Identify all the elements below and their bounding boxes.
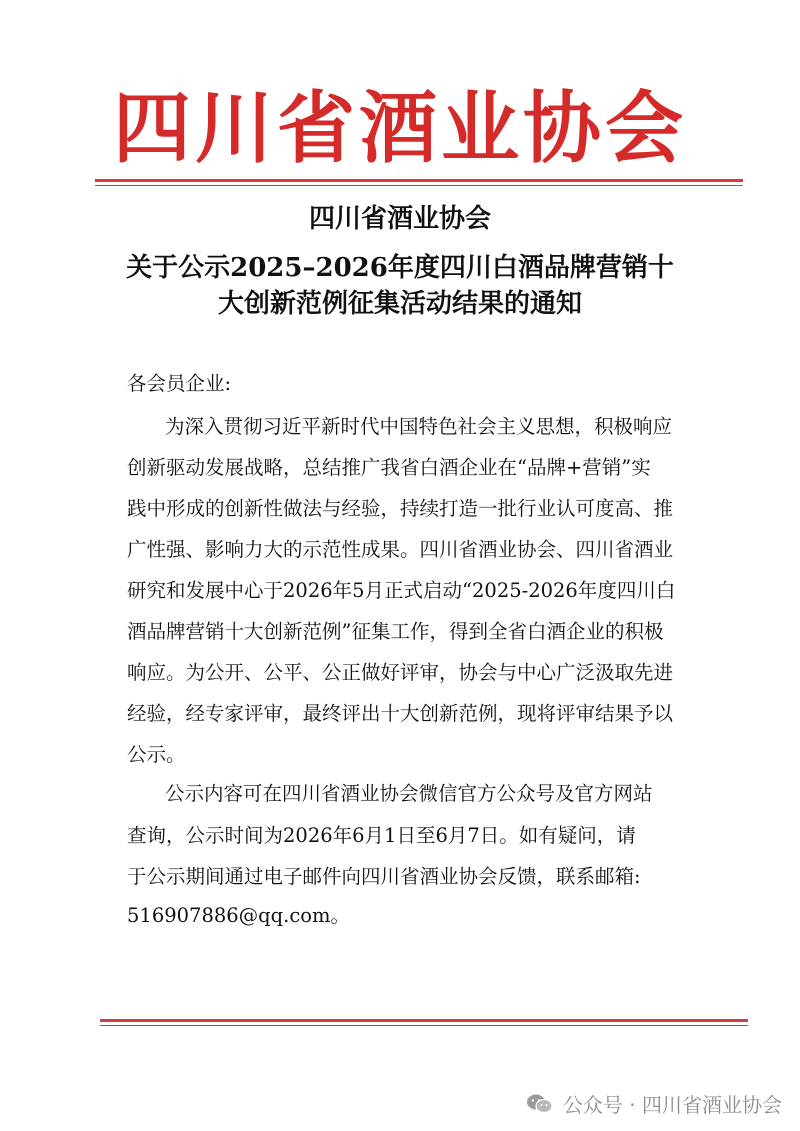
body-line: 公示。 bbox=[127, 743, 186, 766]
body-line-email: 516907886@qq.com。 bbox=[127, 904, 350, 927]
body-line: 践中形成的创新性做法与经验，持续打造一批行业认可度高、推 bbox=[127, 497, 674, 520]
body-line: 查询，公示时间为2026年6月1日至6月7日。如有疑问，请 bbox=[127, 824, 636, 847]
body-line: 研究和发展中心于2026年5月正式启动“2025-2026年度四川白 bbox=[127, 579, 676, 602]
title-line-2: 关于公示2025–2026年度四川白酒品牌营销十 bbox=[126, 253, 674, 283]
body-line: 创新驱动发展战略，总结推广我省白酒企业在“品牌+营销”实 bbox=[127, 456, 651, 479]
watermark-text: 公众号 · 四川省酒业协会 bbox=[562, 1093, 782, 1117]
body-line: 为深入贯彻习近平新时代中国特色社会主义思想，积极响应 bbox=[165, 415, 673, 438]
watermark bbox=[525, 1089, 782, 1118]
salutation: 各会员企业: bbox=[127, 372, 232, 395]
body-line: 响应。为公开、公平、公正做好评审，协会与中心广泛汲取先进 bbox=[127, 661, 674, 684]
top-red-rule bbox=[95, 179, 743, 186]
bottom-red-rule bbox=[100, 1019, 748, 1026]
body-line: 酒品牌营销十大创新范例”征集工作，得到全省白酒企业的积极 bbox=[127, 620, 664, 643]
body-line: 广性强、影响力大的示范性成果。四川省酒业协会、四川省酒业 bbox=[127, 538, 674, 561]
wechat-icon bbox=[525, 1092, 555, 1116]
body-line: 公示内容可在四川省酒业协会微信官方公众号及官方网站 bbox=[165, 782, 653, 805]
letterhead-org-name: 四川省酒业协会 bbox=[112, 84, 687, 174]
body-line: 于公示期间通过电子邮件向四川省酒业协会反馈，联系邮箱: bbox=[127, 865, 641, 888]
body-line: 经验，经专家评审，最终评出十大创新范例，现将评审结果予以 bbox=[127, 702, 674, 725]
title-line-3: 大创新范例征集活动结果的通知 bbox=[217, 289, 582, 319]
title-line-1: 四川省酒业协会 bbox=[308, 204, 491, 234]
